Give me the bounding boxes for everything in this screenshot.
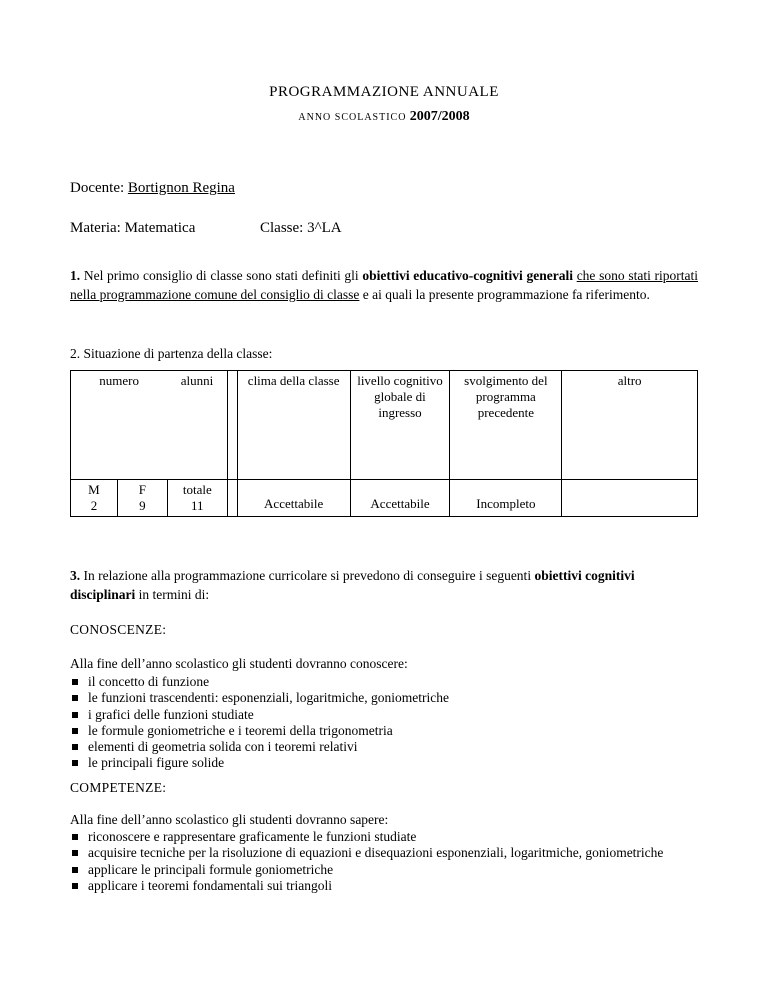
section-3-bold: obiettivi cognitivi disciplinari	[70, 568, 635, 602]
list-item: le formule goniometriche e i teoremi della trigonometria	[70, 723, 710, 739]
teacher-line	[70, 180, 235, 197]
section-2-colon: :	[268, 346, 273, 361]
value-altro	[562, 479, 698, 516]
teacher-label: Docente:	[70, 180, 125, 196]
value-livello: Accettabile	[350, 479, 450, 516]
school-year	[0, 108, 768, 125]
value-f: 9	[139, 497, 146, 513]
section-3-number: 3.	[70, 568, 81, 583]
list-item: il concetto di funzione	[70, 674, 710, 690]
class-value: 3^LA	[307, 220, 342, 236]
list-item: applicare i teoremi fondamentali sui triangoli	[70, 878, 710, 894]
subheader-f: F	[138, 481, 146, 497]
cell-totale	[167, 479, 227, 516]
cell-f	[117, 479, 167, 516]
list-item: i grafici delle funzioni studiate	[70, 707, 710, 723]
value-m: 2	[90, 497, 98, 513]
list-item: le funzioni trascendenti: esponenziali, logaritmiche, goniometriche	[70, 690, 710, 706]
competenze-list	[70, 829, 710, 894]
header-clima: clima della classe	[237, 371, 350, 480]
list-item: applicare le principali formule goniometriche	[70, 862, 710, 878]
class-label: Classe:	[260, 220, 304, 236]
subheader-totale: totale	[182, 481, 212, 497]
class-situation-table	[70, 370, 698, 517]
list-item: acquisire tecniche per la risoluzione di equazioni e disequazioni esponenziali, logaritmiche, goniometriche	[70, 845, 710, 861]
competenze-intro: Alla fine dell’anno scolastico gli studenti dovranno sapere:	[70, 812, 389, 827]
conoscenze-list	[70, 674, 710, 772]
subject-line	[70, 220, 195, 237]
conoscenze-intro: Alla fine dell’anno scolastico gli studenti dovranno conoscere:	[70, 656, 408, 671]
value-totale: 11	[191, 497, 204, 513]
subheader-m: M	[88, 481, 100, 497]
section-1-text-b: e ai quali la presente programmazione fa riferimento.	[362, 287, 650, 302]
section-2-heading	[70, 346, 272, 362]
section-3-text-a: In relazione alla programmazione curricolare si prevedono di conseguire i seguenti	[83, 568, 532, 583]
value-svolgimento: Incompleto	[450, 479, 562, 516]
header-numero: numero	[71, 371, 168, 479]
cell-m	[71, 479, 118, 516]
school-year-label: ANNO SCOLASTICO	[298, 112, 407, 123]
class-line	[260, 220, 342, 237]
header-altro: altro	[562, 371, 698, 480]
section-3-text-b: in termini di:	[138, 587, 210, 602]
section-1-text-a: Nel primo consiglio di classe sono stati definiti gli	[83, 268, 359, 283]
list-item: le principali figure solide	[70, 755, 710, 771]
document-title: PROGRAMMAZIONE ANNUALE	[269, 84, 499, 100]
teacher-name: Bortignon Regina	[127, 180, 235, 196]
header-alunni: alunni	[167, 371, 227, 479]
subject-label: Materia:	[70, 220, 121, 236]
section-1-paragraph	[70, 266, 698, 304]
section-3-paragraph	[70, 566, 698, 604]
list-item: riconoscere e rappresentare graficamente le funzioni studiate	[70, 829, 710, 845]
value-clima: Accettabile	[237, 479, 350, 516]
section-2-title: 2. Situazione di partenza della classe	[70, 346, 269, 361]
section-1-underlined: che sono stati riportati nella programmazione comune del consiglio di classe	[70, 268, 699, 302]
list-item: elementi di geometria solida con i teoremi relativi	[70, 739, 710, 755]
header-livello: livello cognitivo globale di ingresso	[350, 371, 450, 480]
section-1-number: 1.	[70, 268, 81, 283]
school-year-value: 2007/2008	[409, 109, 470, 124]
subject-value: Matematica	[124, 220, 196, 236]
conoscenze-heading: CONOSCENZE:	[70, 622, 167, 637]
competenze-heading: COMPETENZE:	[70, 780, 167, 795]
header-svolgimento: svolgimento del programma precedente	[450, 371, 562, 480]
section-1-bold: obiettivi educativo-cognitivi generali	[362, 268, 573, 283]
